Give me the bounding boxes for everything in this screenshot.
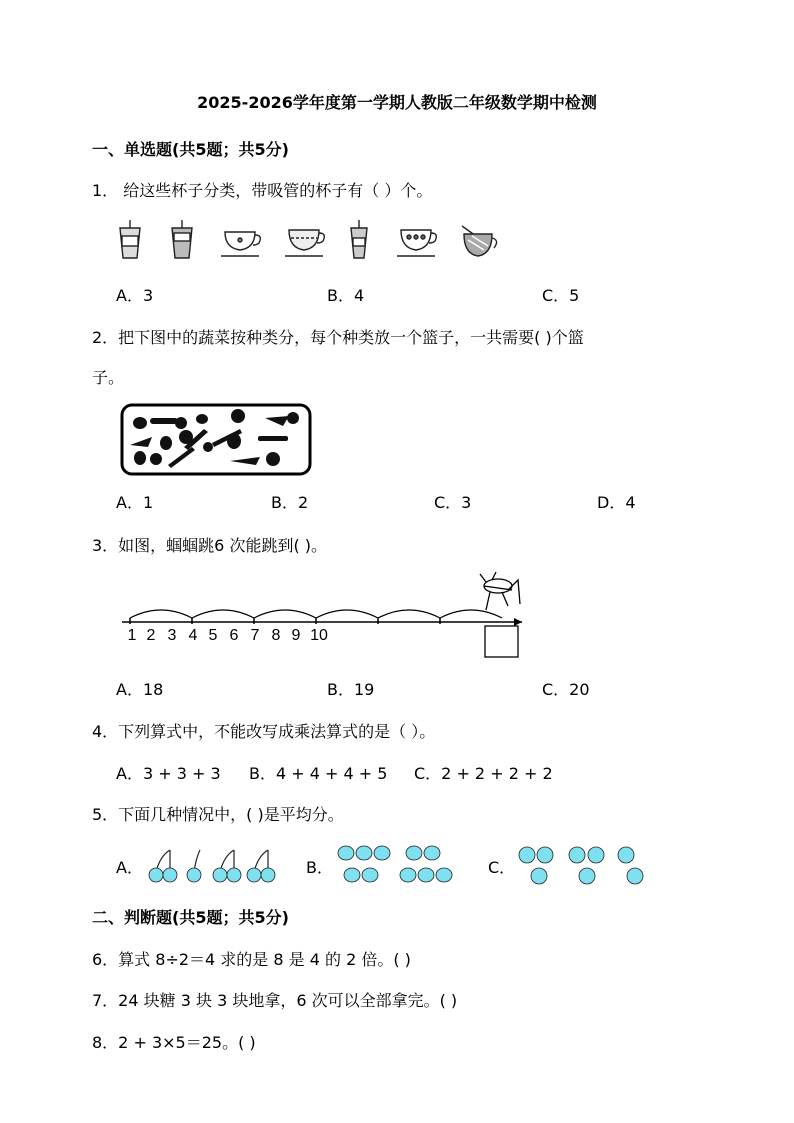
tick-label: 5 [208,627,218,644]
q3-option-b[interactable]: B．19 [327,680,375,699]
tick-label: 8 [271,627,281,644]
q4-option-c[interactable]: C．2 + 2 + 2 + 2 [414,764,553,783]
section-heading-single-choice: 一、单选题(共5题；共5分) [92,140,289,159]
q2-option-c[interactable]: C．3 [434,493,472,512]
question-1-text: 1． 给这些杯子分类，带吸管的杯子有（ ）个。 [92,181,433,200]
tick-label: 4 [188,627,198,644]
q1-option-b[interactable]: B．4 [327,286,365,305]
q2-option-b[interactable]: B．2 [271,493,309,512]
question-3-text: 3．如图，蝈蝈跳6 次能跳到( )。 [92,536,328,555]
q5-option-a[interactable]: A． [116,858,143,877]
cups-illustration [115,218,505,264]
question-7-text: 7．24 块糖 3 块 3 块地拿，6 次可以全部拿完。( ) [92,991,458,1010]
tick-label: 10 [310,627,328,644]
straw-cup-icon [172,220,192,258]
q3-option-a[interactable]: A．18 [116,680,164,699]
straw-cup-icon [120,220,140,258]
tick-label: 7 [250,627,260,644]
apples-illustration [518,845,648,887]
q1-option-c[interactable]: C．5 [542,286,580,305]
tick-label: 3 [167,627,177,644]
teacup-icon [285,230,324,256]
tick-label: 9 [291,627,301,644]
q5-option-b[interactable]: B． [306,858,333,877]
q3-option-c[interactable]: C．20 [542,680,590,699]
question-6-text: 6．算式 8÷2＝4 求的是 8 是 4 的 2 倍。( ) [92,950,411,969]
straw-cup-icon [462,226,497,256]
question-5-text: 5．下面几种情况中，( )是平均分。 [92,805,344,824]
vegetables-box-illustration [120,403,312,476]
question-4-text: 4．下列算式中，不能改写成乘法算式的是（ ）。 [92,722,436,741]
question-8-text: 8．2 + 3×5＝25。( ) [92,1033,256,1052]
teacup-icon [221,232,260,256]
straw-cup-icon [351,220,367,258]
teacup-icon [397,230,436,256]
q2-option-d[interactable]: D．4 [597,493,636,512]
grasshopper-icon [480,572,520,610]
number-line-illustration [118,570,530,662]
q5-option-c[interactable]: C． [488,858,516,877]
q4-option-b[interactable]: B．4 + 4 + 4 + 5 [249,764,388,783]
tick-label: 6 [229,627,239,644]
q1-option-a[interactable]: A．3 [116,286,154,305]
cherries-illustration [146,846,276,884]
q4-option-a[interactable]: A．3 + 3 + 3 [116,764,221,783]
tick-label: 1 [127,627,137,644]
section-heading-true-false: 二、判断题(共5题；共5分) [92,908,289,927]
q2-option-a[interactable]: A．1 [116,493,154,512]
page-title: 2025-2026学年度第一学期人教版二年级数学期中检测 [197,93,597,112]
tick-label: 2 [146,627,156,644]
question-2-text-line1: 2．把下图中的蔬菜按种类分，每个种类放一个篮子，一共需要( )个篮 [92,328,584,347]
question-2-text-line2: 子。 [92,368,125,387]
cabbages-illustration [336,842,462,888]
